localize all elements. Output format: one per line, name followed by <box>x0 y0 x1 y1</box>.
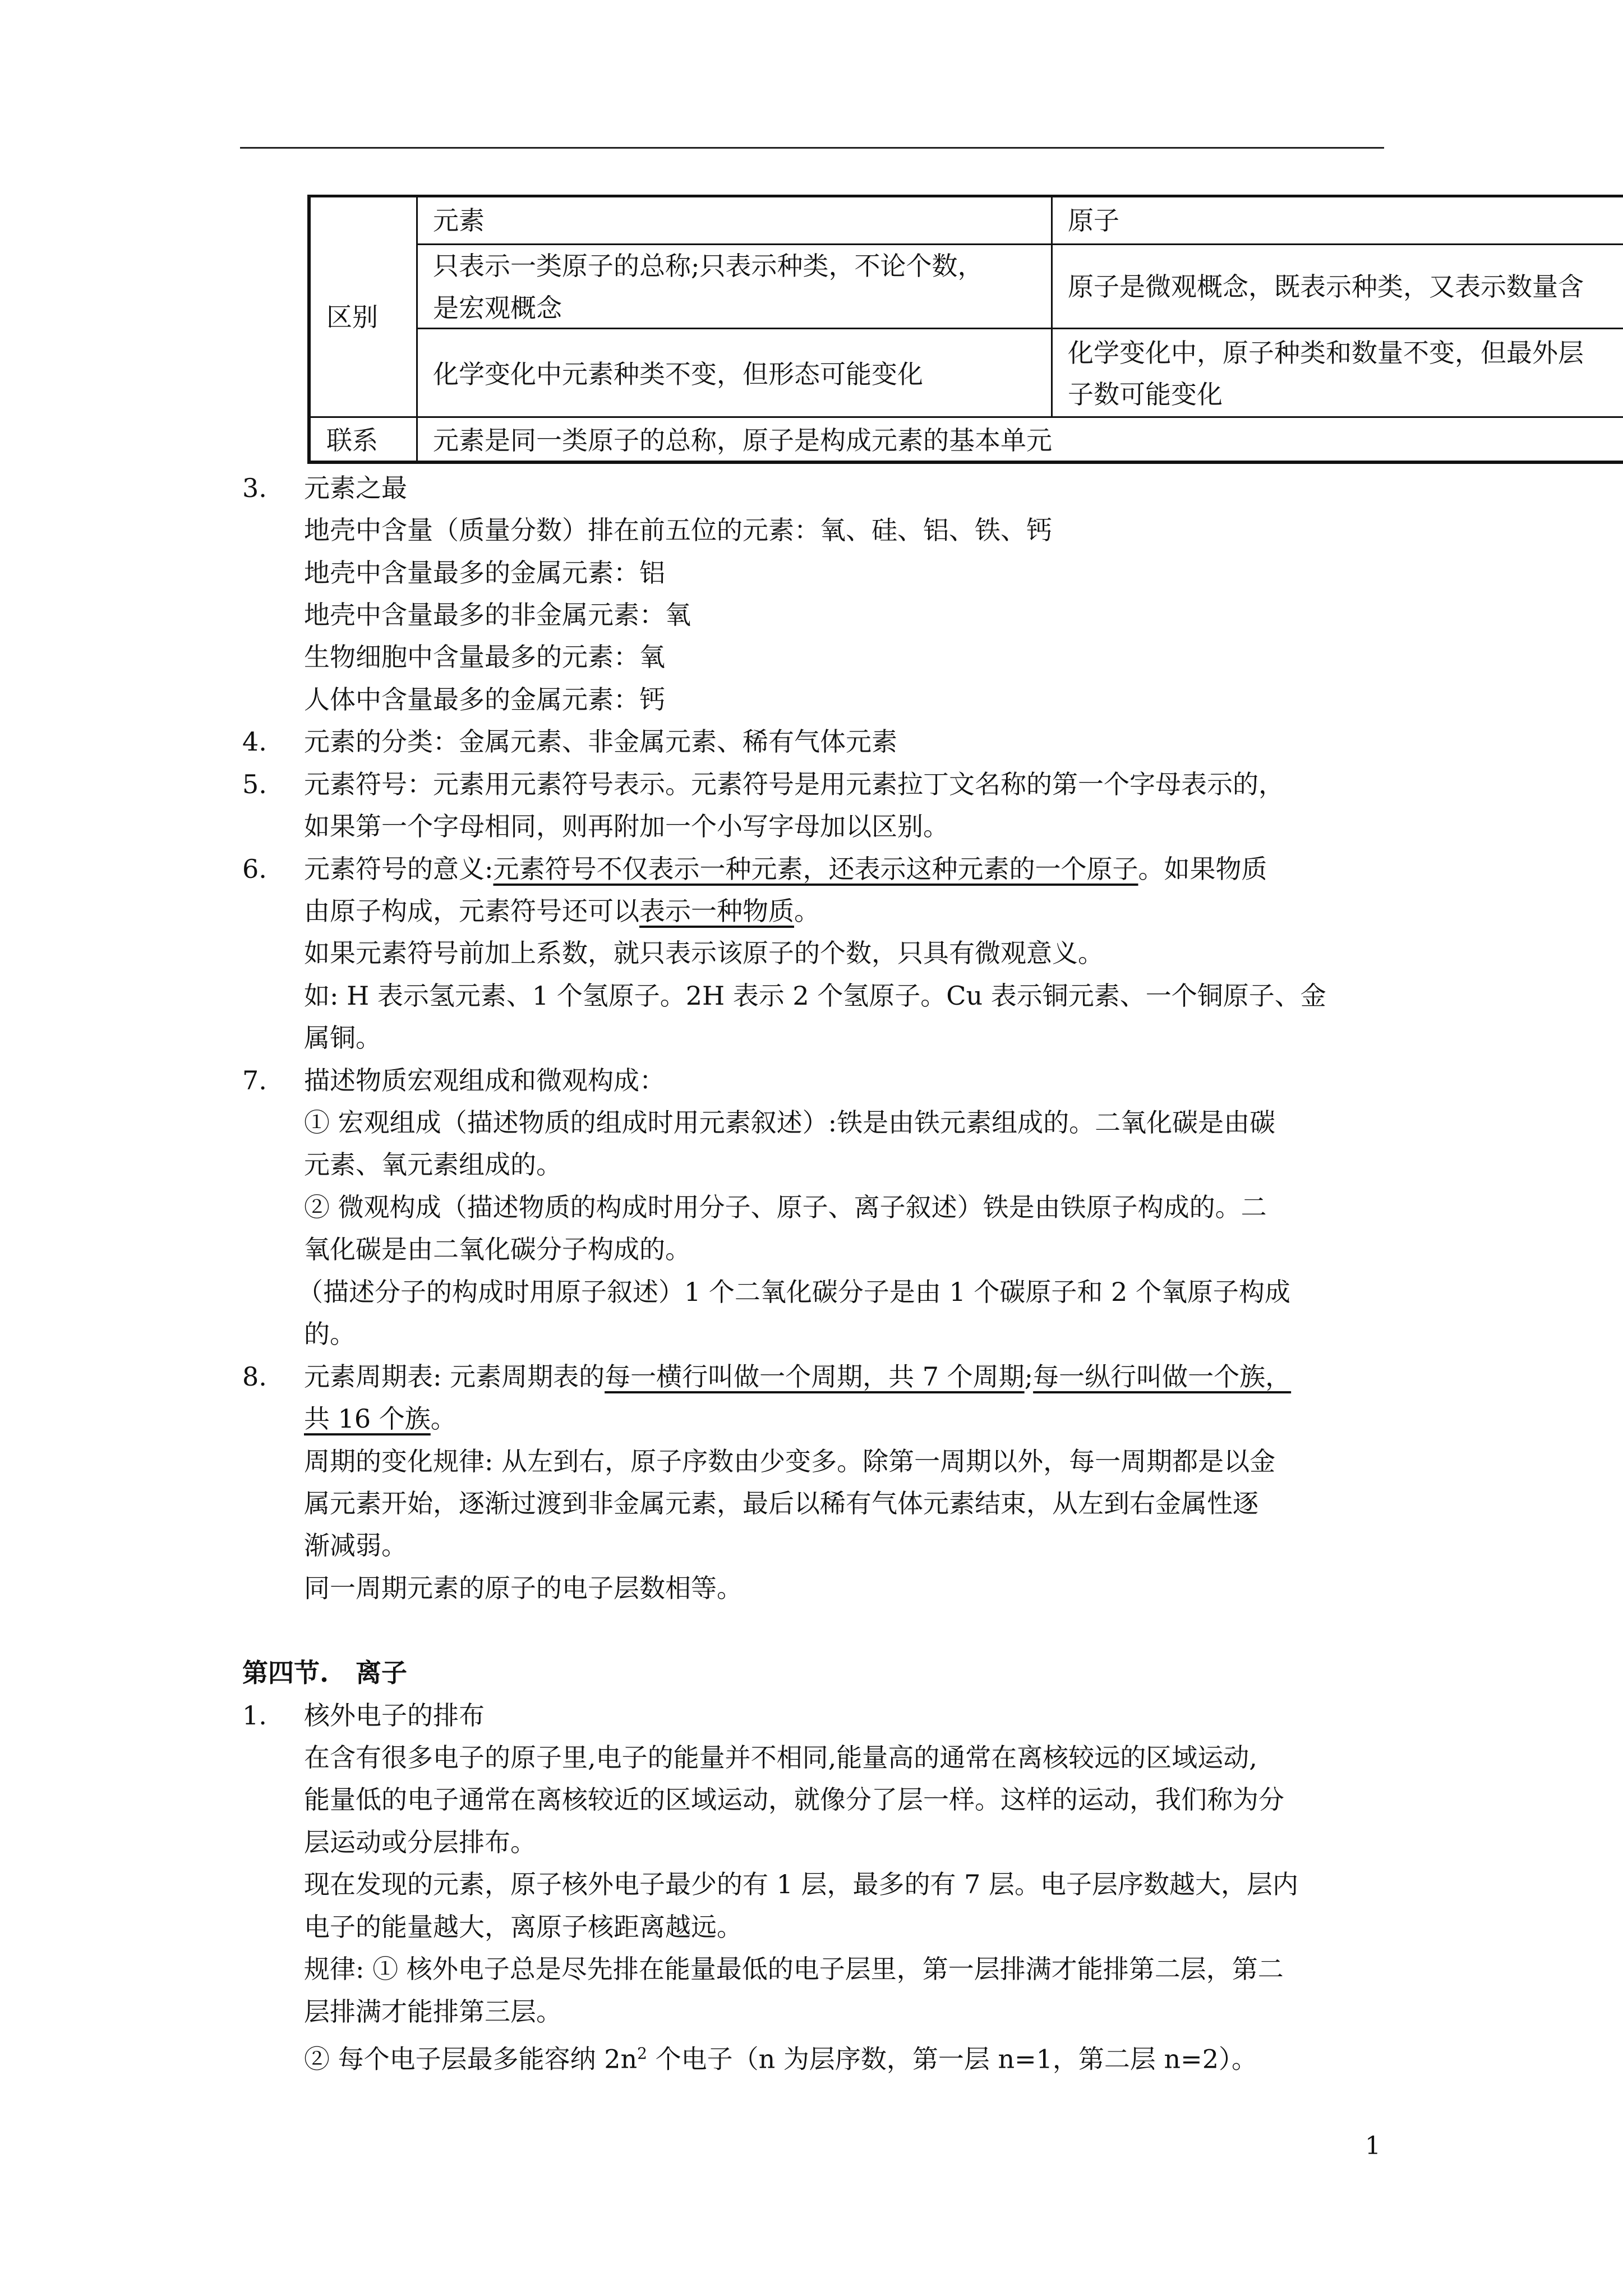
text-line: 电子的能量越大，离原子核距离越远。 <box>304 1912 743 1942</box>
text-line: 氧化碳是由二氧化碳分子构成的。 <box>304 1234 691 1264</box>
text-line: 人体中含量最多的金属元素：钙 <box>304 684 665 715</box>
text-line: 元素符号：元素用元素符号表示。元素符号是用元素拉丁文名称的第一个字母表示的， <box>304 769 1284 799</box>
text-line: （描述分子的构成时用原子叙述）1 个二氧化碳分子是由 1 个碳原子和 2 个氧原子构成 <box>297 1277 1290 1307</box>
text-line: 规律: ① 核外电子总是尽先排在能量最低的电子层里，第一层排满才能排第二层，第二 <box>304 1954 1284 1984</box>
text-line: 生物细胞中含量最多的元素：氧 <box>304 642 665 672</box>
text-line <box>304 852 1267 886</box>
text-line: 描述物质宏观组成和微观构成： <box>304 1065 665 1096</box>
text-line: 渐减弱。 <box>304 1530 407 1561</box>
section-heading: 第四节. 离子 <box>242 1658 408 1688</box>
underlined-text: 每一纵行叫做一个族， <box>1033 1361 1292 1392</box>
table-cell: 原子是微观概念，既表示种类，又表示数量含 <box>1068 272 1584 302</box>
text-run: 元素周期表: 元素周期表的 <box>304 1361 605 1392</box>
element-atom-table <box>307 195 1623 464</box>
text-line: 地壳中含量最多的金属元素：铝 <box>304 558 665 588</box>
underlined-text: 共 16 个族 <box>304 1404 431 1434</box>
table-label-link: 联系 <box>326 425 378 455</box>
text-line: 属元素开始，逐渐过渡到非金属元素，最后以稀有气体元素结束，从左到右金属性逐 <box>304 1488 1258 1519</box>
text-line: 地壳中含量最多的非金属元素：氧 <box>304 600 691 630</box>
section-title: 元素之最 <box>304 473 407 503</box>
text-line: 现在发现的元素，原子核外电子最少的有 1 层，最多的有 7 层。电子层序数越大，层内 <box>304 1869 1299 1899</box>
table-cell: 元素是同一类原子的总称，原子是构成元素的基本单元 <box>433 425 1052 455</box>
table-head-atom: 原子 <box>1068 205 1119 236</box>
text-line <box>304 894 820 928</box>
text-run: ② 每个电子层最多能容纳 2n <box>304 2044 638 2074</box>
superscript: 2 <box>637 2044 647 2063</box>
item-number: 4. <box>242 726 267 757</box>
section-title: 核外电子的排布 <box>304 1700 485 1731</box>
text-line: 如: H 表示氢元素、1 个氢原子。2H 表示 2 个氢原子。Cu 表示铜元素、一个铜原子、金 <box>304 981 1326 1011</box>
item-number: 1. <box>242 1700 267 1731</box>
text-line: 层排满才能排第三层。 <box>304 1996 562 2027</box>
text-run: ; <box>1024 1361 1034 1392</box>
text-line <box>304 1360 1291 1393</box>
page-number: 1 <box>1365 2132 1381 2160</box>
text-run: 。如果物质 <box>1138 854 1267 884</box>
text-line <box>304 2037 1257 2076</box>
text-line: 层运动或分层排布。 <box>304 1827 536 1857</box>
text-run: 由原子构成，元素符号还可以 <box>304 896 639 926</box>
text-run: 个电子（n 为层序数，第一层 n=1，第二层 n=2）。 <box>647 2044 1257 2074</box>
item-number: 7. <box>242 1065 267 1096</box>
text-line: 元素的分类：金属元素、非金属元素、稀有气体元素 <box>304 726 897 757</box>
header-rule <box>240 147 1384 149</box>
text-line: 元素、氧元素组成的。 <box>304 1149 562 1180</box>
text-line <box>304 1402 457 1435</box>
text-run: 元素符号的意义: <box>304 854 494 884</box>
text-line: 周期的变化规律: 从左到右，原子序数由少变多。除第一周期以外，每一周期都是以金 <box>304 1446 1276 1476</box>
text-line: 的。 <box>304 1319 356 1349</box>
underlined-text: 每一横行叫做一个周期，共 7 个周期 <box>605 1361 1025 1392</box>
table-cell: 子数可能变化 <box>1068 379 1223 409</box>
text-line: 同一周期元素的原子的电子层数相等。 <box>304 1573 743 1603</box>
table-cell: 化学变化中，原子种类和数量不变，但最外层 <box>1068 338 1584 368</box>
table-label-difference: 区别 <box>326 302 378 332</box>
table-divider <box>311 416 1623 418</box>
table-cell: 化学变化中元素种类不变，但形态可能变化 <box>433 359 923 389</box>
text-run: 。 <box>430 1404 457 1434</box>
text-line: 如果第一个字母相同，则再附加一个小写字母加以区别。 <box>304 811 949 841</box>
text-line: 地壳中含量（质量分数）排在前五位的元素：氧、硅、铝、铁、钙 <box>304 515 1052 545</box>
text-line: 能量低的电子通常在离核较近的区域运动，就像分了层一样。这样的运动，我们称为分 <box>304 1784 1284 1815</box>
table-divider <box>1051 197 1053 417</box>
text-line: 如果元素符号前加上系数，就只表示该原子的个数，只具有微观意义。 <box>304 938 1104 968</box>
table-cell: 是宏观概念 <box>433 293 562 323</box>
text-line: ② 微观构成（描述物质的构成时用分子、原子、离子叙述）铁是由铁原子构成的。二 <box>304 1192 1267 1222</box>
underlined-text: 表示一种物质 <box>639 896 794 926</box>
table-cell: 只表示一类原子的总称;只表示种类，不论个数， <box>433 251 984 281</box>
item-number: 8. <box>242 1361 267 1392</box>
item-number: 5. <box>242 769 267 799</box>
text-line: 在含有很多电子的原子里,电子的能量并不相同,能量高的通常在离核较远的区域运动, <box>304 1742 1257 1773</box>
underlined-text: 元素符号不仅表示一种元素，还表示这种元素的一个原子 <box>493 854 1138 884</box>
table-divider <box>416 197 418 461</box>
text-run: 。 <box>794 896 820 926</box>
text-line: ① 宏观组成（描述物质的组成时用元素叙述）:铁是由铁元素组成的。二氧化碳是由碳 <box>304 1107 1276 1138</box>
table-head-element: 元素 <box>433 205 485 236</box>
table-divider <box>416 328 1623 329</box>
text-line: 属铜。 <box>304 1023 381 1053</box>
item-number: 6. <box>242 854 267 884</box>
item-number: 3. <box>242 473 267 503</box>
